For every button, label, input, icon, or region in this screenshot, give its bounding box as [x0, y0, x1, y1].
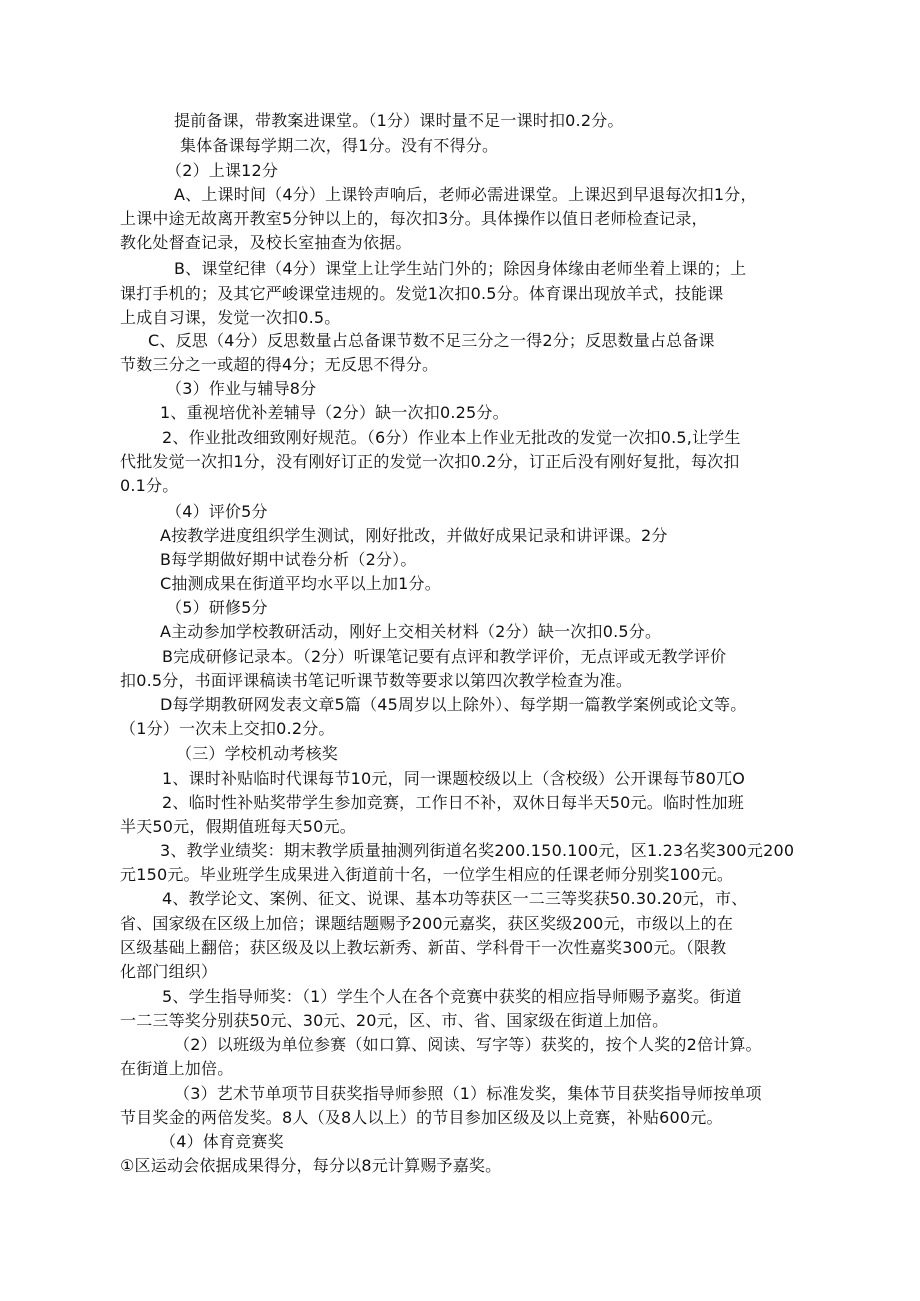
line-04: A、上课时间（4分）上课铃声响后，老师必需进课堂。上课迟到早退每次扣1分， — [174, 185, 757, 204]
line-20: C抽测成果在街道平均水平以上加1分。 — [160, 574, 441, 593]
line-17: （4）评价5分 — [166, 502, 268, 521]
line-19: B每学期做好期中试卷分析（2分）。 — [160, 550, 417, 569]
line-07: B、课堂纪律（4分）课堂上让学生站门外的；除因身体缘由老师坐着上课的；上 — [174, 259, 747, 278]
line-16: 0.1分。 — [120, 476, 179, 495]
line-22: A主动参加学校教研活动，刚好上交相关材料（2分）缺一次扣0.5分。 — [160, 622, 662, 641]
line-13: 1、重视培优补差辅导（2分）缺一次扣0.25分。 — [160, 403, 509, 422]
line-27: （三）学校机动考核奖 — [176, 744, 339, 763]
line-18: A按教学进度组织学生测试，刚好批改，并做好成果记录和讲评课。2分 — [160, 526, 668, 545]
line-11: 节数三分之一或超的得4分；无反思不得分。 — [120, 355, 439, 374]
line-37: 5、学生指导师奖：（1）学生个人在各个竞赛中获奖的相应指导师赐予嘉奖。街道 — [162, 987, 742, 1006]
line-05: 上课中途无故离开教室5分钟以上的，每次扣3分。具体操作以值日老师检查记录， — [120, 209, 708, 228]
line-36: 化部门组织） — [120, 962, 218, 981]
line-41: （3）艺术节单项节目获奖指导师参照（1）标准发奖，集体节目获奖指导师按单项 — [174, 1084, 762, 1103]
line-12: （3）作业与辅导8分 — [166, 379, 317, 398]
line-35: 区级基础上翻倍；获区级及以上教坛新秀、新苗、学科骨干一次性嘉奖300元。（限教 — [120, 938, 727, 957]
line-01: 提前备课，带教案进课堂。（1分）课时量不足一课时扣0.2分。 — [174, 111, 624, 130]
line-39: （2）以班级为单位参赛（如口算、阅读、写字等）获奖的，按个人奖的2倍计算。 — [174, 1035, 762, 1054]
line-38: 一二三等奖分别获50元、30元、20元，区、市、省、国家级在街道上加倍。 — [120, 1011, 669, 1030]
line-42: 节目奖金的两倍发奖。8人（及8人以上）的节目参加区级及以上竞赛，补贴600元。 — [120, 1108, 723, 1127]
line-23: B完成研修记录本。（2分）听课笔记要有点评和教学评价，无点评或无教学评价 — [162, 647, 727, 666]
line-44: ①区运动会依据成果得分，每分以8元计算赐予嘉奖。 — [120, 1156, 502, 1175]
line-43: （4）体育竞赛奖 — [160, 1132, 284, 1151]
line-06: 教化处督查记录，及校长室抽查为依据。 — [120, 233, 412, 252]
line-03: （2）上课12分 — [166, 161, 279, 180]
line-15: 代批发觉一次扣1分，没有刚好订正的发觉一次扣0.2分，订正后没有刚好复批，每次扣 — [120, 452, 740, 471]
line-26: （1分）一次未上交扣0.2分。 — [120, 719, 335, 738]
line-40: 在街道上加倍。 — [120, 1059, 234, 1078]
line-33: 4、教学论文、案例、征文、说课、基本功等获区一二三等奖获50.30.20元，市、 — [162, 889, 748, 908]
line-28: 1、课时补贴临时代课每节10元，同一课题校级以上（含校级）公开课每节80兀O — [162, 769, 746, 788]
line-29: 2、临时性补贴奖带学生参加竞赛，工作日不补，双休日每半天50元。临时性加班 — [162, 793, 744, 812]
line-32: 元150元。毕业班学生成果进入街道前十名，一位学生相应的任课老师分别奖100元。 — [120, 865, 734, 884]
line-09: 上成自习课，发觉一次扣0.5。 — [120, 308, 341, 327]
line-08: 课打手机的；及其它严峻课堂违规的。发觉1次扣0.5分。体育课出现放羊式，技能课 — [120, 284, 724, 303]
line-02: 集体备课每学期二次，得1分。没有不得分。 — [180, 136, 499, 155]
line-25: D每学期教研网发表文章5篇（45周岁以上除外）、每学期一篇教学案例或论文等。 — [160, 695, 747, 714]
line-31: 3、教学业绩奖：期末教学质量抽测列街道名奖200.150.100元，区1.23名奖300元200 — [160, 841, 795, 860]
line-21: （5）研修5分 — [166, 598, 268, 617]
line-34: 省、国家级在区级上加倍；课题结题赐予200元嘉奖，获区奖级200元，市级以上的在 — [120, 914, 734, 933]
line-24: 扣0.5分，书面评课稿读书笔记听课节数等要求以第四次教学检查为准。 — [120, 671, 633, 690]
line-30: 半天50元，假期值班每天50元。 — [120, 817, 356, 836]
line-10: C、反思（4分）反思数量占总备课节数不足三分之一得2分；反思数量占总备课 — [148, 331, 715, 350]
line-14: 2、作业批改细致刚好规范。（6分）作业本上作业无批改的发觉一次扣0.5,让学生 — [162, 428, 741, 447]
